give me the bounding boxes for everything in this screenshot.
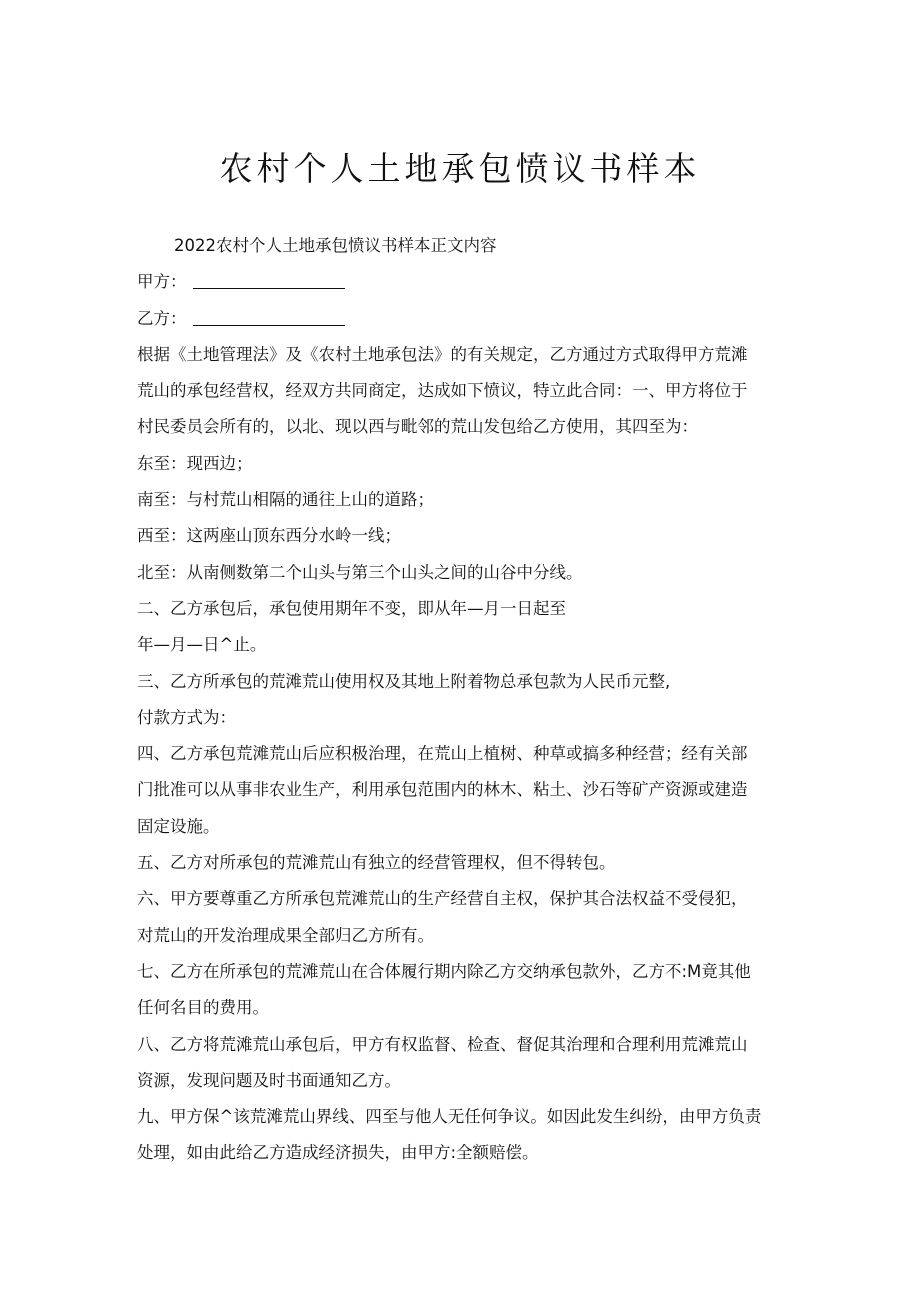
text-line: 五、乙方对所承包的荒滩荒山有独立的经营管理权，但不得转包。 (137, 853, 616, 873)
text-line: 处理，如由此给乙方造成经济损失，由甲方:全额赔偿。 (137, 1143, 539, 1163)
document-body (137, 228, 787, 1172)
party-a-label: 甲方： (137, 272, 187, 292)
text-line: 六、甲方要尊重乙方所承包荒滩荒山的生产经营自主权，保护其合法权益不受侵犯， (137, 889, 748, 909)
text-line: 九、甲方保^该荒滩荒山界线、四至与他人无任何争议。如因此发生纠纷，由甲方负责 (137, 1107, 762, 1127)
party-b-blank (193, 305, 345, 326)
party-a-blank (193, 268, 345, 289)
text-line: 四、乙方承包荒滩荒山后应积极治理，在荒山上植树、种草或搞多种经营；经有关部 (137, 744, 748, 764)
text-line: 年—月—日^止。 (137, 635, 267, 655)
text-line: 门批准可以从事非农业生产，利用承包范围内的林木、粘土、沙石等矿产资源或建造 (137, 780, 748, 800)
contract-text (137, 337, 787, 1172)
text-line: 三、乙方所承包的荒滩荒山使用权及其地上附着物总承包款为人民币元整, (137, 671, 671, 691)
text-line: 八、乙方将荒滩荒山承包后，甲方有权监督、检查、督促其治理和合理利用荒滩荒山 (137, 1034, 748, 1054)
text-line: 北至：从南侧数第二个山头与第三个山头之间的山谷中分线。 (137, 562, 583, 582)
text-line: 二、乙方承包后，承包使用期年不变，即从年—月一日起至 (137, 598, 566, 618)
text-line: 根据《土地管理法》及《农村土地承包法》的有关规定，乙方通过方式取得甲方荒滩 (137, 344, 748, 364)
text-line: 东至：现西边； (137, 453, 253, 473)
text-line: 南至：与村荒山相隔的通往上山的道路； (137, 490, 434, 510)
party-b-label: 乙方： (137, 308, 187, 328)
text-line: 资源，发现问题及时书面通知乙方。 (137, 1070, 401, 1090)
text-line: 任何名目的费用。 (137, 998, 269, 1018)
text-line: 西至：这两座山顶东西分水岭一线； (137, 526, 401, 546)
document-title: 农村个人土地承包愤议书样本 (219, 149, 701, 188)
text-line: 付款方式为： (137, 707, 236, 727)
text-line: 七、乙方在所承包的荒滩荒山在合体履行期内除乙方交纳承包款外，乙方不:M竟其他 (137, 961, 751, 981)
text-line: 村民委员会所有的，以北、现以西与毗邻的荒山发包给乙方使用，其四至为： (137, 417, 698, 437)
text-line: 固定设施。 (137, 816, 220, 836)
party-b-line (137, 301, 787, 337)
party-a-line (137, 264, 787, 300)
text-line: 荒山的承包经营权，经双方共同商定，达成如下愤议，特立此合同：一、甲方将位于 (137, 381, 748, 401)
subtitle: 2022农村个人土地承包愤议书样本正文内容 (174, 236, 497, 255)
text-line: 对荒山的开发治理成果全部归乙方所有。 (137, 925, 434, 945)
